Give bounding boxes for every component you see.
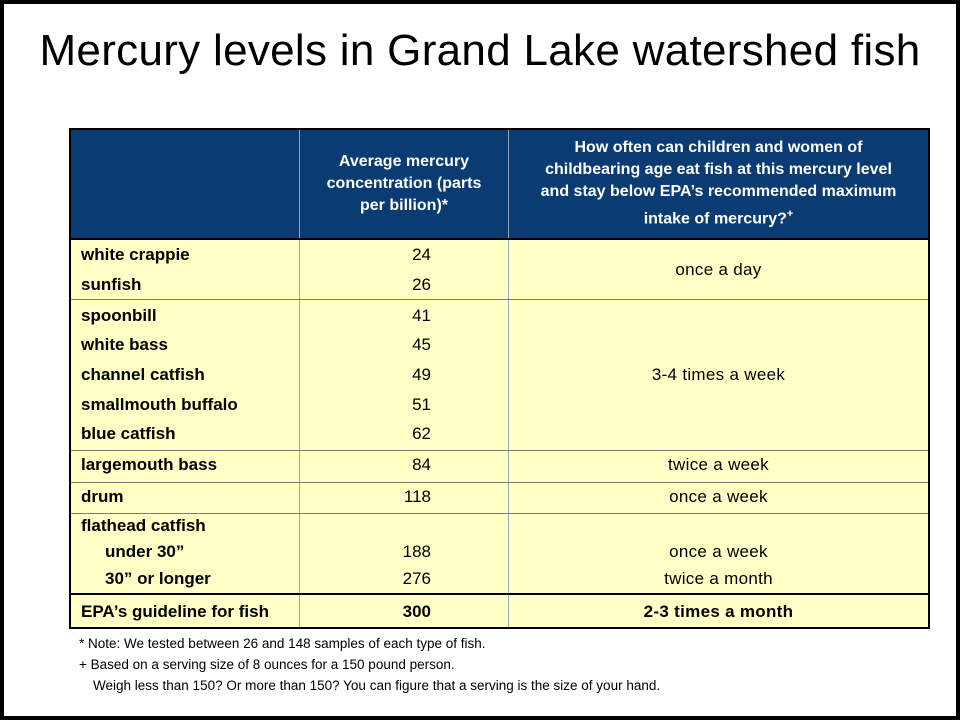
mercury-value: 24	[412, 245, 431, 264]
header-divider	[71, 238, 928, 240]
footnotes	[79, 633, 660, 696]
mercury-value: 84	[412, 455, 431, 474]
footnote: Weigh less than 150? Or more than 150? You can figure that a serving is the size of your hand.	[93, 678, 661, 693]
fish-name: sunfish	[81, 275, 142, 294]
frequency-text: once a week	[669, 487, 768, 506]
frequency-text: once a day	[675, 260, 762, 279]
mercury-table	[69, 128, 930, 629]
fish-name: blue catfish	[81, 424, 176, 443]
row-divider	[71, 450, 928, 451]
mercury-value: 49	[412, 365, 431, 384]
mercury-value: 276	[402, 569, 431, 588]
fish-name: white bass	[81, 335, 168, 354]
mercury-value: 26	[412, 275, 431, 294]
fish-name: spoonbill	[81, 306, 157, 325]
page-title: Mercury levels in Grand Lake watershed fish	[39, 26, 921, 75]
mercury-value: 188	[402, 542, 431, 561]
fish-name: white crappie	[81, 245, 190, 264]
footnote: + Based on a serving size of 8 ounces for a 150 pound person.	[79, 657, 455, 672]
frequency-text: 3-4 times a week	[651, 365, 786, 384]
header-frequency-label: How often can children and women of childbearing age eat fish at this mercury level and stay below EPA’s recommended maximum intake of mercury?	[540, 139, 897, 228]
fish-subcategory: under 30”	[105, 542, 185, 561]
fish-name: drum	[81, 487, 124, 506]
mercury-value: 118	[403, 487, 431, 506]
frequency-text: once a week	[669, 542, 768, 561]
epa-label: EPA’s guideline for fish	[81, 602, 269, 621]
column-divider	[299, 130, 300, 627]
header-concentration-label: Average mercury concentration (parts per billion)*	[326, 153, 482, 214]
header-frequency-mark: +	[786, 208, 794, 221]
header-cell-concentration	[300, 130, 508, 238]
row-divider	[71, 513, 928, 514]
mercury-value: 41	[412, 306, 431, 325]
row-divider	[71, 299, 928, 300]
fish-subcategory: 30” or longer	[105, 569, 211, 588]
frequency-text: twice a week	[668, 455, 769, 474]
fish-name: smallmouth buffalo	[81, 395, 238, 414]
fish-name: largemouth bass	[81, 455, 218, 474]
frequency-text: twice a month	[664, 569, 773, 588]
epa-divider	[71, 593, 928, 595]
mercury-value: 51	[412, 395, 431, 414]
header-cell-frequency	[509, 130, 928, 238]
mercury-value: 62	[412, 424, 431, 443]
fish-name: flathead catfish	[81, 516, 206, 535]
row-divider	[71, 482, 928, 483]
mercury-value: 45	[412, 335, 431, 354]
fish-name: channel catfish	[81, 365, 205, 384]
header-cell-fish	[71, 130, 299, 238]
footnote: * Note: We tested between 26 and 148 samples of each type of fish.	[79, 636, 486, 651]
epa-frequency: 2-3 times a month	[643, 602, 794, 621]
table-header	[71, 130, 928, 238]
epa-value: 300	[402, 602, 431, 621]
